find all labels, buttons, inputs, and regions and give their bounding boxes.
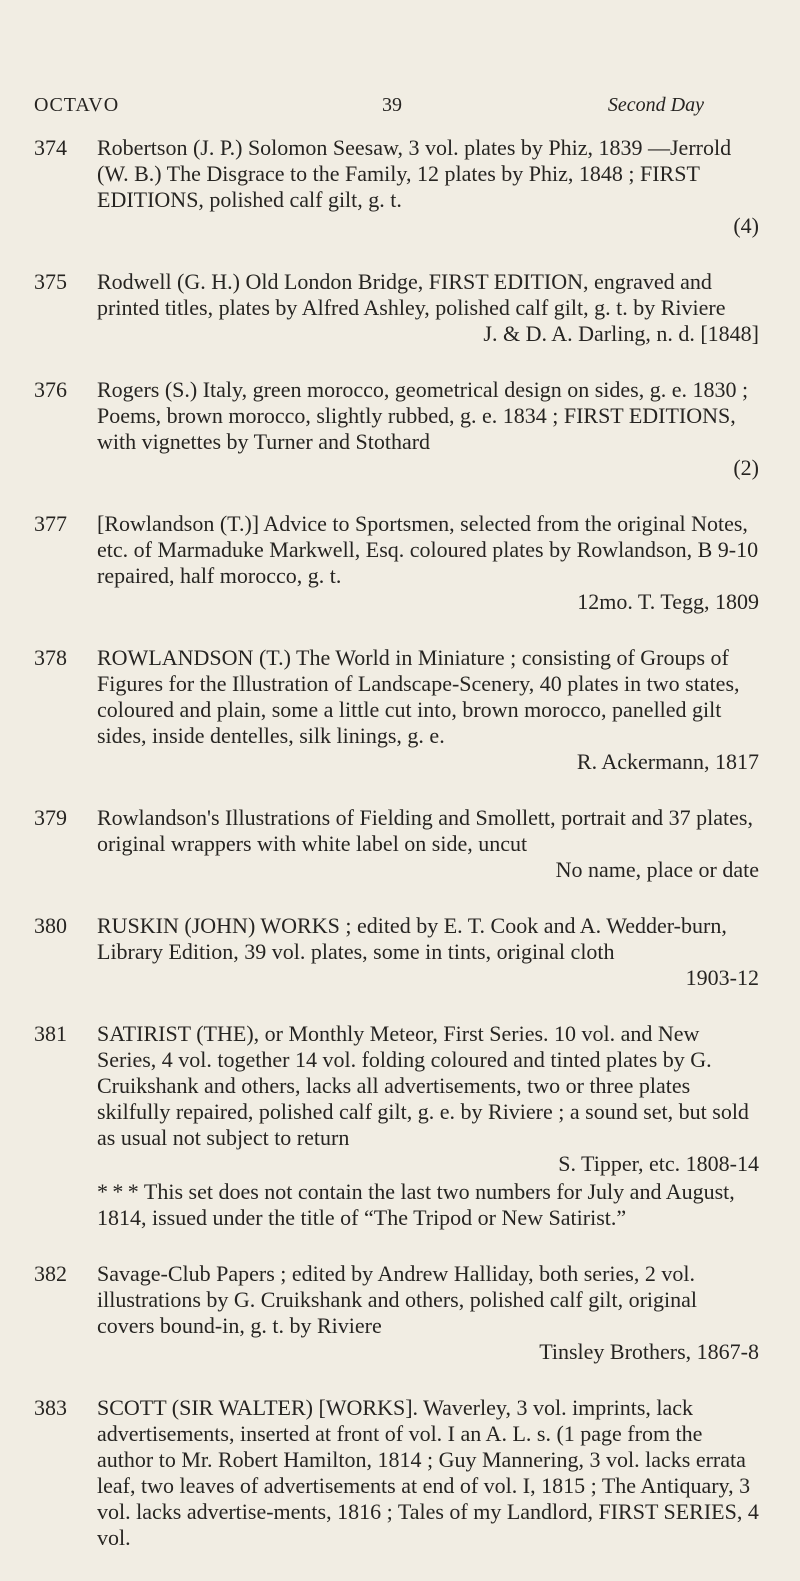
lot-entry <box>0 135 800 239</box>
lot-imprint: S. Tipper, etc. 1808-14 <box>558 1151 759 1176</box>
lot-description: Rodwell (G. H.) Old London Bridge, FIRST EDITION, engraved and printed titles, plates by Alfred Ashley, polished calf gilt, g. t. by Riviere <box>97 269 726 320</box>
lot-entry <box>0 1395 800 1551</box>
lot-description: SATIRIST (THE), or Monthly Meteor, First Series. 10 vol. and New Series, 4 vol. together 14 vol. folding coloured and tinted plates by G. Cruikshank and others, lacks all advertisements, two or three plates skilfully repaired, polished calf gilt, g. e. by Riviere ; a sound set, but sold as usual not subject to return <box>97 1021 749 1150</box>
lot-imprint: J. & D. A. Darling, n. d. [1848] <box>483 321 759 346</box>
running-header <box>0 94 800 124</box>
lot-entry <box>0 1261 800 1365</box>
header-format: OCTAVO <box>34 94 120 116</box>
lot-description: Rogers (S.) Italy, green morocco, geometrical design on sides, g. e. 1830 ; Poems, brown morocco, slightly rubbed, g. e. 1834 ; FIRST EDITIONS, with vignettes by Turner and Stothard <box>97 377 749 454</box>
lot-description: ROWLANDSON (T.) The World in Miniature ; consisting of Groups of Figures for the Illustration of Landscape-Scenery, 40 plates in two states, coloured and plain, some a little cut into, brown morocco, panelled gilt sides, inside dentelles, silk linings, g. e. <box>97 645 740 748</box>
lot-imprint: 1903-12 <box>685 965 759 990</box>
lot-entry <box>0 805 800 883</box>
lot-entry <box>0 1021 800 1231</box>
lot-list <box>0 135 800 1581</box>
lot-entry <box>0 269 800 347</box>
lot-description: RUSKIN (JOHN) WORKS ; edited by E. T. Cook and A. Wedder-burn, Library Edition, 39 vol. plates, some in tints, original cloth <box>97 913 727 964</box>
lot-imprint: 12mo. T. Tegg, 1809 <box>577 589 759 614</box>
page-number: 39 <box>382 94 402 116</box>
lot-number: 383 <box>34 1395 67 1420</box>
lot-description: Rowlandson's Illustrations of Fielding and Smollett, portrait and 37 plates, original wrappers with white label on side, uncut <box>97 805 753 856</box>
header-day: Second Day <box>607 94 704 116</box>
lot-entry <box>0 645 800 775</box>
lot-description: Savage-Club Papers ; edited by Andrew Halliday, both series, 2 vol. illustrations by G. Cruikshank and others, polished calf gilt, original covers bound-in, g. t. by Riviere <box>97 1261 698 1338</box>
lot-imprint: (2) <box>733 455 759 480</box>
lot-number: 379 <box>34 805 67 830</box>
lot-description: SCOTT (SIR WALTER) [WORKS]. Waverley, 3 vol. imprints, lack advertisements, inserted at front of vol. I an A. L. s. (1 page from the author to Mr. Robert Hamilton, 1814 ; Guy Mannering, 3 vol. lacks errata leaf, two leaves of advertisements at end of vol. I, 1815 ; The Antiquary, 3 vol. lacks advertise-ments, 1816 ; Tales of my Landlord, FIRST SERIES, 4 vol. <box>97 1395 759 1550</box>
lot-number: 376 <box>34 377 67 402</box>
lot-imprint: No name, place or date <box>555 857 759 882</box>
lot-number: 380 <box>34 913 67 938</box>
lot-imprint: R. Ackermann, 1817 <box>576 749 759 774</box>
lot-entry <box>0 377 800 481</box>
lot-number: 378 <box>34 645 67 670</box>
lot-imprint: (4) <box>733 213 759 238</box>
lot-number: 377 <box>34 511 67 536</box>
lot-number: 374 <box>34 135 67 160</box>
lot-number: 375 <box>34 269 67 294</box>
lot-entry <box>0 913 800 991</box>
lot-number: 381 <box>34 1021 67 1046</box>
lot-imprint: Tinsley Brothers, 1867-8 <box>539 1339 759 1364</box>
lot-entry <box>0 511 800 615</box>
lot-description: [Rowlandson (T.)] Advice to Sportsmen, selected from the original Notes, etc. of Marmaduke Markwell, Esq. coloured plates by Rowlandson, B 9-10 repaired, half morocco, g. t. <box>97 511 759 588</box>
lot-description: Robertson (J. P.) Solomon Seesaw, 3 vol. plates by Phiz, 1839 —Jerrold (W. B.) The Disgrace to the Family, 12 plates by Phiz, 1848 ; FIRST EDITIONS, polished calf gilt, g. t. <box>97 135 732 212</box>
lot-number: 382 <box>34 1261 67 1286</box>
lot-note: * * * This set does not contain the last two numbers for July and August, 1814, issued under the title of “The Tripod or New Satirist.” <box>97 1179 735 1230</box>
